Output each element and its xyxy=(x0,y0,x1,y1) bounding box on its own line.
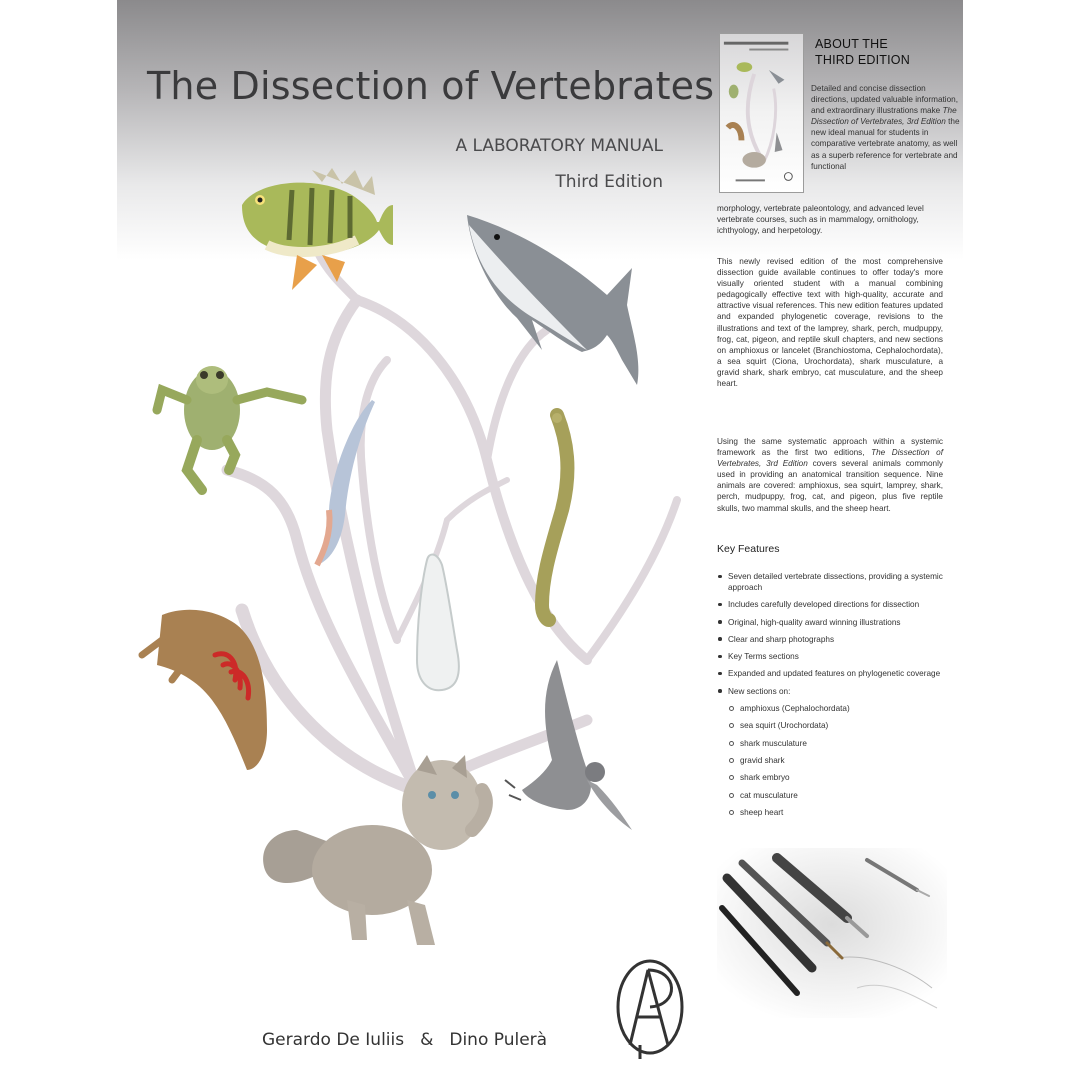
key-feature-new-sections-label: New sections on: xyxy=(728,686,791,696)
about-heading-line-1: ABOUT THE xyxy=(815,37,888,51)
key-feature-item: Includes carefully developed directions for dissection xyxy=(717,599,957,610)
phylogeny-artwork xyxy=(117,0,707,1080)
about-paragraph-1 xyxy=(811,83,961,172)
cat-illustration xyxy=(263,755,486,945)
book-title: The Dissection of Vertebrates xyxy=(147,64,715,108)
cover-thumbnail xyxy=(719,33,804,193)
about-p1-text-a: Detailed and concise dissection directions, updated valuable information, and extraordinary illustrations make xyxy=(811,84,959,116)
new-section-item: gravid shark xyxy=(728,755,957,766)
about-p3-text-b: covers several animals commonly used in providing an anatomical transition sequence. Nine animals are covered: amphioxus, sea squirt, lamprey, shark, perch, mudpuppy, frog, cat, and pigeon, plus five reptile skulls, two mammal skulls, and the sheep heart. xyxy=(717,459,944,513)
new-section-item: shark embryo xyxy=(728,772,957,783)
new-section-item: shark musculature xyxy=(728,738,957,749)
shark-illustration xyxy=(467,215,638,385)
sea-squirt-illustration xyxy=(417,555,459,691)
drawing-tools-photo xyxy=(717,848,947,1018)
new-section-item: sea squirt (Urochordata) xyxy=(728,720,957,731)
lamprey-illustration xyxy=(542,413,567,620)
new-section-item: sheep heart xyxy=(728,807,957,818)
key-feature-item: Original, high-quality award winning illustrations xyxy=(717,617,957,628)
author-separator: & xyxy=(420,1030,434,1050)
key-feature-item: Clear and sharp photographs xyxy=(717,634,957,645)
about-heading xyxy=(815,36,910,68)
new-section-item: cat musculature xyxy=(728,790,957,801)
book-subtitle: A LABORATORY MANUAL xyxy=(455,136,663,156)
new-section-item: amphioxus (Cephalochordata) xyxy=(728,703,957,714)
about-paragraph-2: This newly revised edition of the most comprehensive dissection guide available continues to offer today's more visually oriented student with a manual combining pedagogically effective text with high-quality, accurate and attractive visual references. This new edition features updated and expanded phylogenetic coverage, revisions to the illustrations and text of the lamprey, shark, perch, mudpuppy, frog, cat, pigeon, and reptile skull chapters, and new sections on amphioxus or lancelet (Branchiostoma, Cephalochordata), a sea squirt (Ciona, Urochordata), shark musculature, a gravid shark, shark embryo, cat musculature, and the sheep heart. xyxy=(717,257,943,389)
about-p3-book-title: The Dissection of Vertebrates, 3rd Edition xyxy=(717,448,943,469)
about-p3-text-a: Using the same systematic approach within a systemic framework as the first two editions, xyxy=(717,437,943,458)
book-back-cover xyxy=(117,0,963,1080)
key-feature-item: Expanded and updated features on phylogenetic coverage xyxy=(717,668,957,679)
key-feature-item: Key Terms sections xyxy=(717,651,957,662)
frog-illustration xyxy=(157,366,302,490)
ap-logo xyxy=(600,955,700,1065)
key-feature-item: Seven detailed vertebrate dissections, providing a systemic approach xyxy=(717,571,957,593)
about-paragraph-3 xyxy=(717,436,943,514)
about-paragraph-1-continued: morphology, vertebrate paleontology, and advanced level vertebrate courses, such as in mammalogy, ornithology, ichthyology, and herpetology. xyxy=(717,204,924,236)
author-1: Gerardo De Iuliis xyxy=(262,1030,405,1050)
cover-thumbnail-image xyxy=(720,34,803,192)
about-p1-text-b: the new ideal manual for students in comparative vertebrate anatomy, as well as a superb reference for vertebrate and functional xyxy=(811,117,960,171)
about-p1-book-title: The Dissection of Vertebrates, 3rd Edition xyxy=(811,106,957,127)
about-heading-line-2: THIRD EDITION xyxy=(815,53,910,67)
new-sections-list xyxy=(728,703,957,818)
perch-illustration xyxy=(242,168,393,290)
authors xyxy=(262,1030,547,1050)
book-edition: Third Edition xyxy=(555,172,663,192)
key-feature-item-new-sections xyxy=(717,686,957,818)
key-features-list xyxy=(717,571,957,825)
author-2: Dino Pulerà xyxy=(449,1030,548,1050)
key-features-heading: Key Features xyxy=(717,543,780,555)
